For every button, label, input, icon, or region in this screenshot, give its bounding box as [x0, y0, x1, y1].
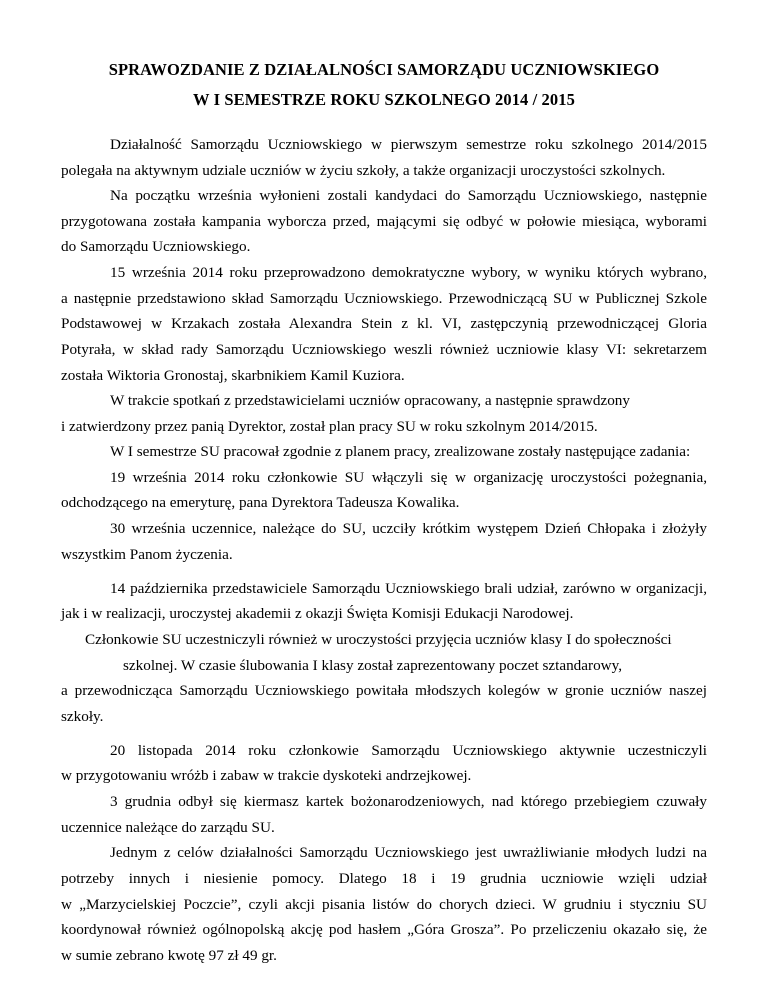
- paragraph-line: do Samorządu Uczniowskiego.: [61, 238, 251, 255]
- paragraph-line: Podstawowej w Krzakach została Alexandra Stein z kl. VI, zastępczynią przewodniczącej Gloria: [61, 315, 707, 332]
- paragraph-line: w sumie zebrano kwotę 97 zł 49 gr.: [61, 947, 277, 964]
- paragraph-line: 15 września 2014 roku przeprowadzono demokratyczne wybory, w wyniku których wybrano,: [110, 264, 707, 281]
- paragraph-line: wszystkim Panom życzenia.: [61, 546, 233, 563]
- paragraph-line: a następnie przedstawiono skład Samorządu Uczniowskiego. Przewodniczącą SU w Publicznej Szkole: [61, 290, 707, 307]
- paragraph-line: szkoły.: [61, 708, 104, 725]
- paragraph-line: jak i w realizacji, uroczystej akademii z okazji Święta Komisji Edukacji Narodowej.: [61, 605, 574, 622]
- paragraph-line: W I semestrze SU pracował zgodnie z planem pracy, zrealizowane zostały następujące zadania:: [110, 443, 691, 460]
- paragraph-line: Członkowie SU uczestniczyli również w uroczystości przyjęcia uczniów klasy I do społeczności: [85, 631, 672, 648]
- paragraph-line: polegała na aktywnym udziale uczniów w życiu szkoły, a także organizacji uroczystości szkolnych.: [61, 162, 666, 179]
- paragraph-line: 19 września 2014 roku członkowie SU włączyli się w organizację uroczystości pożegnania,: [110, 469, 707, 486]
- paragraph-line: została Wiktoria Gronostaj, skarbnikiem Kamil Kuziora.: [61, 367, 405, 384]
- paragraph-line: Działalność Samorządu Uczniowskiego w pierwszym semestrze roku szkolnego 2014/2015: [110, 136, 707, 153]
- paragraph-line: uczennice należące do zarządu SU.: [61, 819, 275, 836]
- paragraph-line: odchodzącego na emeryturę, pana Dyrektora Tadeusza Kowalika.: [61, 494, 460, 511]
- paragraph-line: przygotowana została kampania wyborcza przed, mającymi się odbyć w połowie miesiąca, wyborami: [61, 213, 707, 230]
- paragraph-line: Na początku września wyłonieni zostali kandydaci do Samorządu Uczniowskiego, następnie: [110, 187, 707, 204]
- document-title-line-2: W I SEMESTRZE ROKU SZKOLNEGO 2014 / 2015: [193, 90, 575, 109]
- paragraph-line: w „Marzycielskiej Poczcie”, czyli akcji pisania listów do chorych dzieci. W grudniu i styczniu SU: [61, 896, 707, 913]
- paragraph-line: potrzeby innych i niesienie pomocy. Dlatego 18 i 19 grudnia uczniowie wzięli udział: [61, 870, 707, 887]
- paragraph-line: w przygotowaniu wróżb i zabaw w trakcie dyskoteki andrzejkowej.: [61, 767, 472, 784]
- paragraph-line: szkolnej. W czasie ślubowania I klasy został zaprezentowany poczet sztandarowy,: [123, 657, 623, 674]
- paragraph-line: Potyrała, w skład rady Samorządu Uczniowskiego weszli również uczniowie klasy VI: sekretarzem: [61, 341, 707, 358]
- paragraph-line: a przewodnicząca Samorządu Uczniowskiego powitała młodszych kolegów w gronie uczniów naszej: [61, 682, 707, 699]
- paragraph-line: Jednym z celów działalności Samorządu Uczniowskiego jest uwrażliwianie młodych ludzi na: [110, 844, 707, 861]
- paragraph-line: 30 września uczennice, należące do SU, uczciły krótkim występem Dzień Chłopaka i złożyły: [110, 520, 707, 537]
- paragraph-line: koordynował również ogólnopolską akcję pod hasłem „Góra Grosza”. Po przeliczeniu okazało się, że: [61, 921, 707, 938]
- document-title-line-1: SPRAWOZDANIE Z DZIAŁALNOŚCI SAMORZĄDU UCZNIOWSKIEGO: [108, 60, 660, 79]
- paragraph-line: 14 października przedstawiciele Samorządu Uczniowskiego brali udział, zarówno w organizacji,: [110, 580, 707, 597]
- paragraph-line: 3 grudnia odbył się kiermasz kartek bożonarodzeniowych, nad którego przebiegiem czuwały: [110, 793, 707, 810]
- paragraph-line: W trakcie spotkań z przedstawicielami uczniów opracowany, a następnie sprawdzony: [110, 392, 630, 409]
- paragraph-line: 20 listopada 2014 roku członkowie Samorządu Uczniowskiego aktywnie uczestniczyli: [110, 742, 707, 759]
- paragraph-line: i zatwierdzony przez panią Dyrektor, został plan pracy SU w roku szkolnym 2014/2015.: [61, 418, 598, 435]
